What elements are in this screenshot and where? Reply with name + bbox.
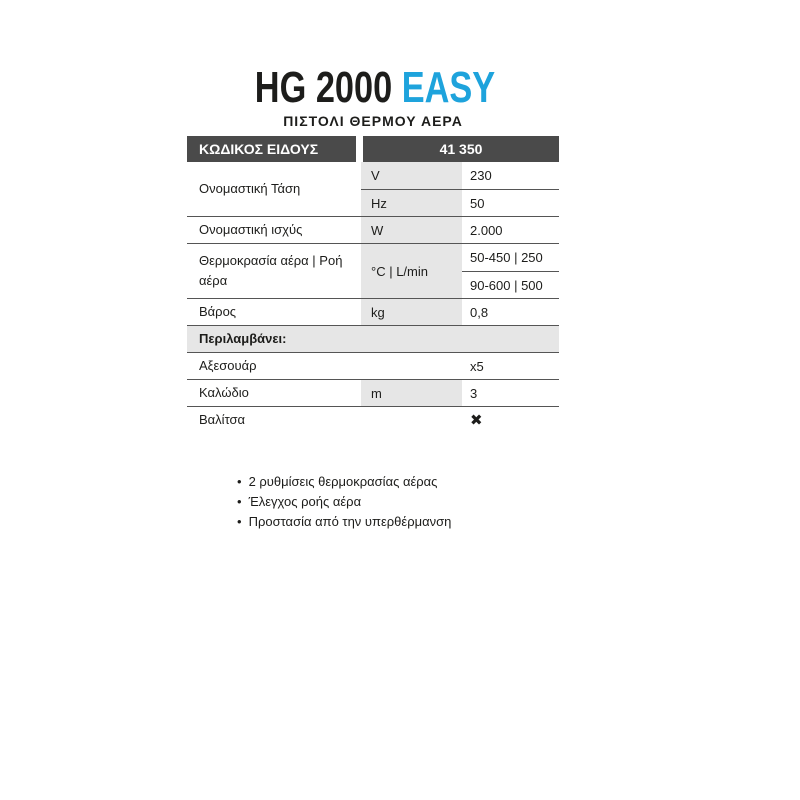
air-value-1: 50-450 | 250 — [470, 250, 543, 265]
power-unit: W — [361, 217, 462, 243]
code-label: ΚΩΔΙΚΟΣ ΕΙΔΟΥΣ — [187, 136, 356, 162]
power-label: Ονομαστική ισχύς — [199, 222, 303, 237]
air-value-2: 90-600 | 500 — [470, 277, 543, 293]
spec-table — [187, 136, 559, 429]
spec-header — [187, 136, 559, 162]
list-item: • 2 ρυθμίσεις θερμοκρασίας αέρας — [237, 472, 451, 492]
includes-heading: Περιλαμβάνει: — [187, 326, 559, 352]
weight-label: Βάρος — [199, 304, 237, 319]
accessory-label: Αξεσουάρ — [199, 358, 257, 373]
case-label: Βαλίτσα — [199, 412, 246, 427]
weight-value: 0,8 — [470, 304, 489, 320]
feature-list — [237, 472, 451, 532]
weight-unit: kg — [361, 299, 462, 325]
list-item: • Προστασία από την υπερθέρμανση — [237, 512, 451, 532]
code-value: 41 350 — [363, 136, 559, 162]
product-title — [83, 62, 668, 114]
product-variant: EASY — [401, 63, 496, 112]
list-item: • Έλεγχος ροής αέρα — [237, 492, 451, 512]
case-not-included-icon: ✖ — [470, 412, 483, 429]
product-model: HG 2000 — [254, 63, 393, 112]
power-value: 2.000 — [470, 222, 503, 238]
product-subtitle: ΠΙΣΤΟΛΙ ΘΕΡΜΟΥ ΑΕΡΑ — [283, 113, 463, 129]
voltage-value: 230 — [470, 168, 492, 183]
frequency-unit: Hz — [361, 190, 462, 216]
air-unit: °C | L/min — [361, 244, 462, 298]
cable-unit: m — [361, 380, 462, 406]
accessory-value: x5 — [470, 358, 484, 374]
voltage-label: Ονομαστική Τάση — [199, 181, 301, 196]
voltage-unit: V — [361, 162, 462, 189]
air-label: Θερμοκρασία αέρα | Ροή αέρα — [199, 253, 343, 288]
cable-label: Καλώδιο — [199, 385, 249, 400]
cable-value: 3 — [470, 385, 478, 401]
frequency-value: 50 — [470, 195, 485, 211]
